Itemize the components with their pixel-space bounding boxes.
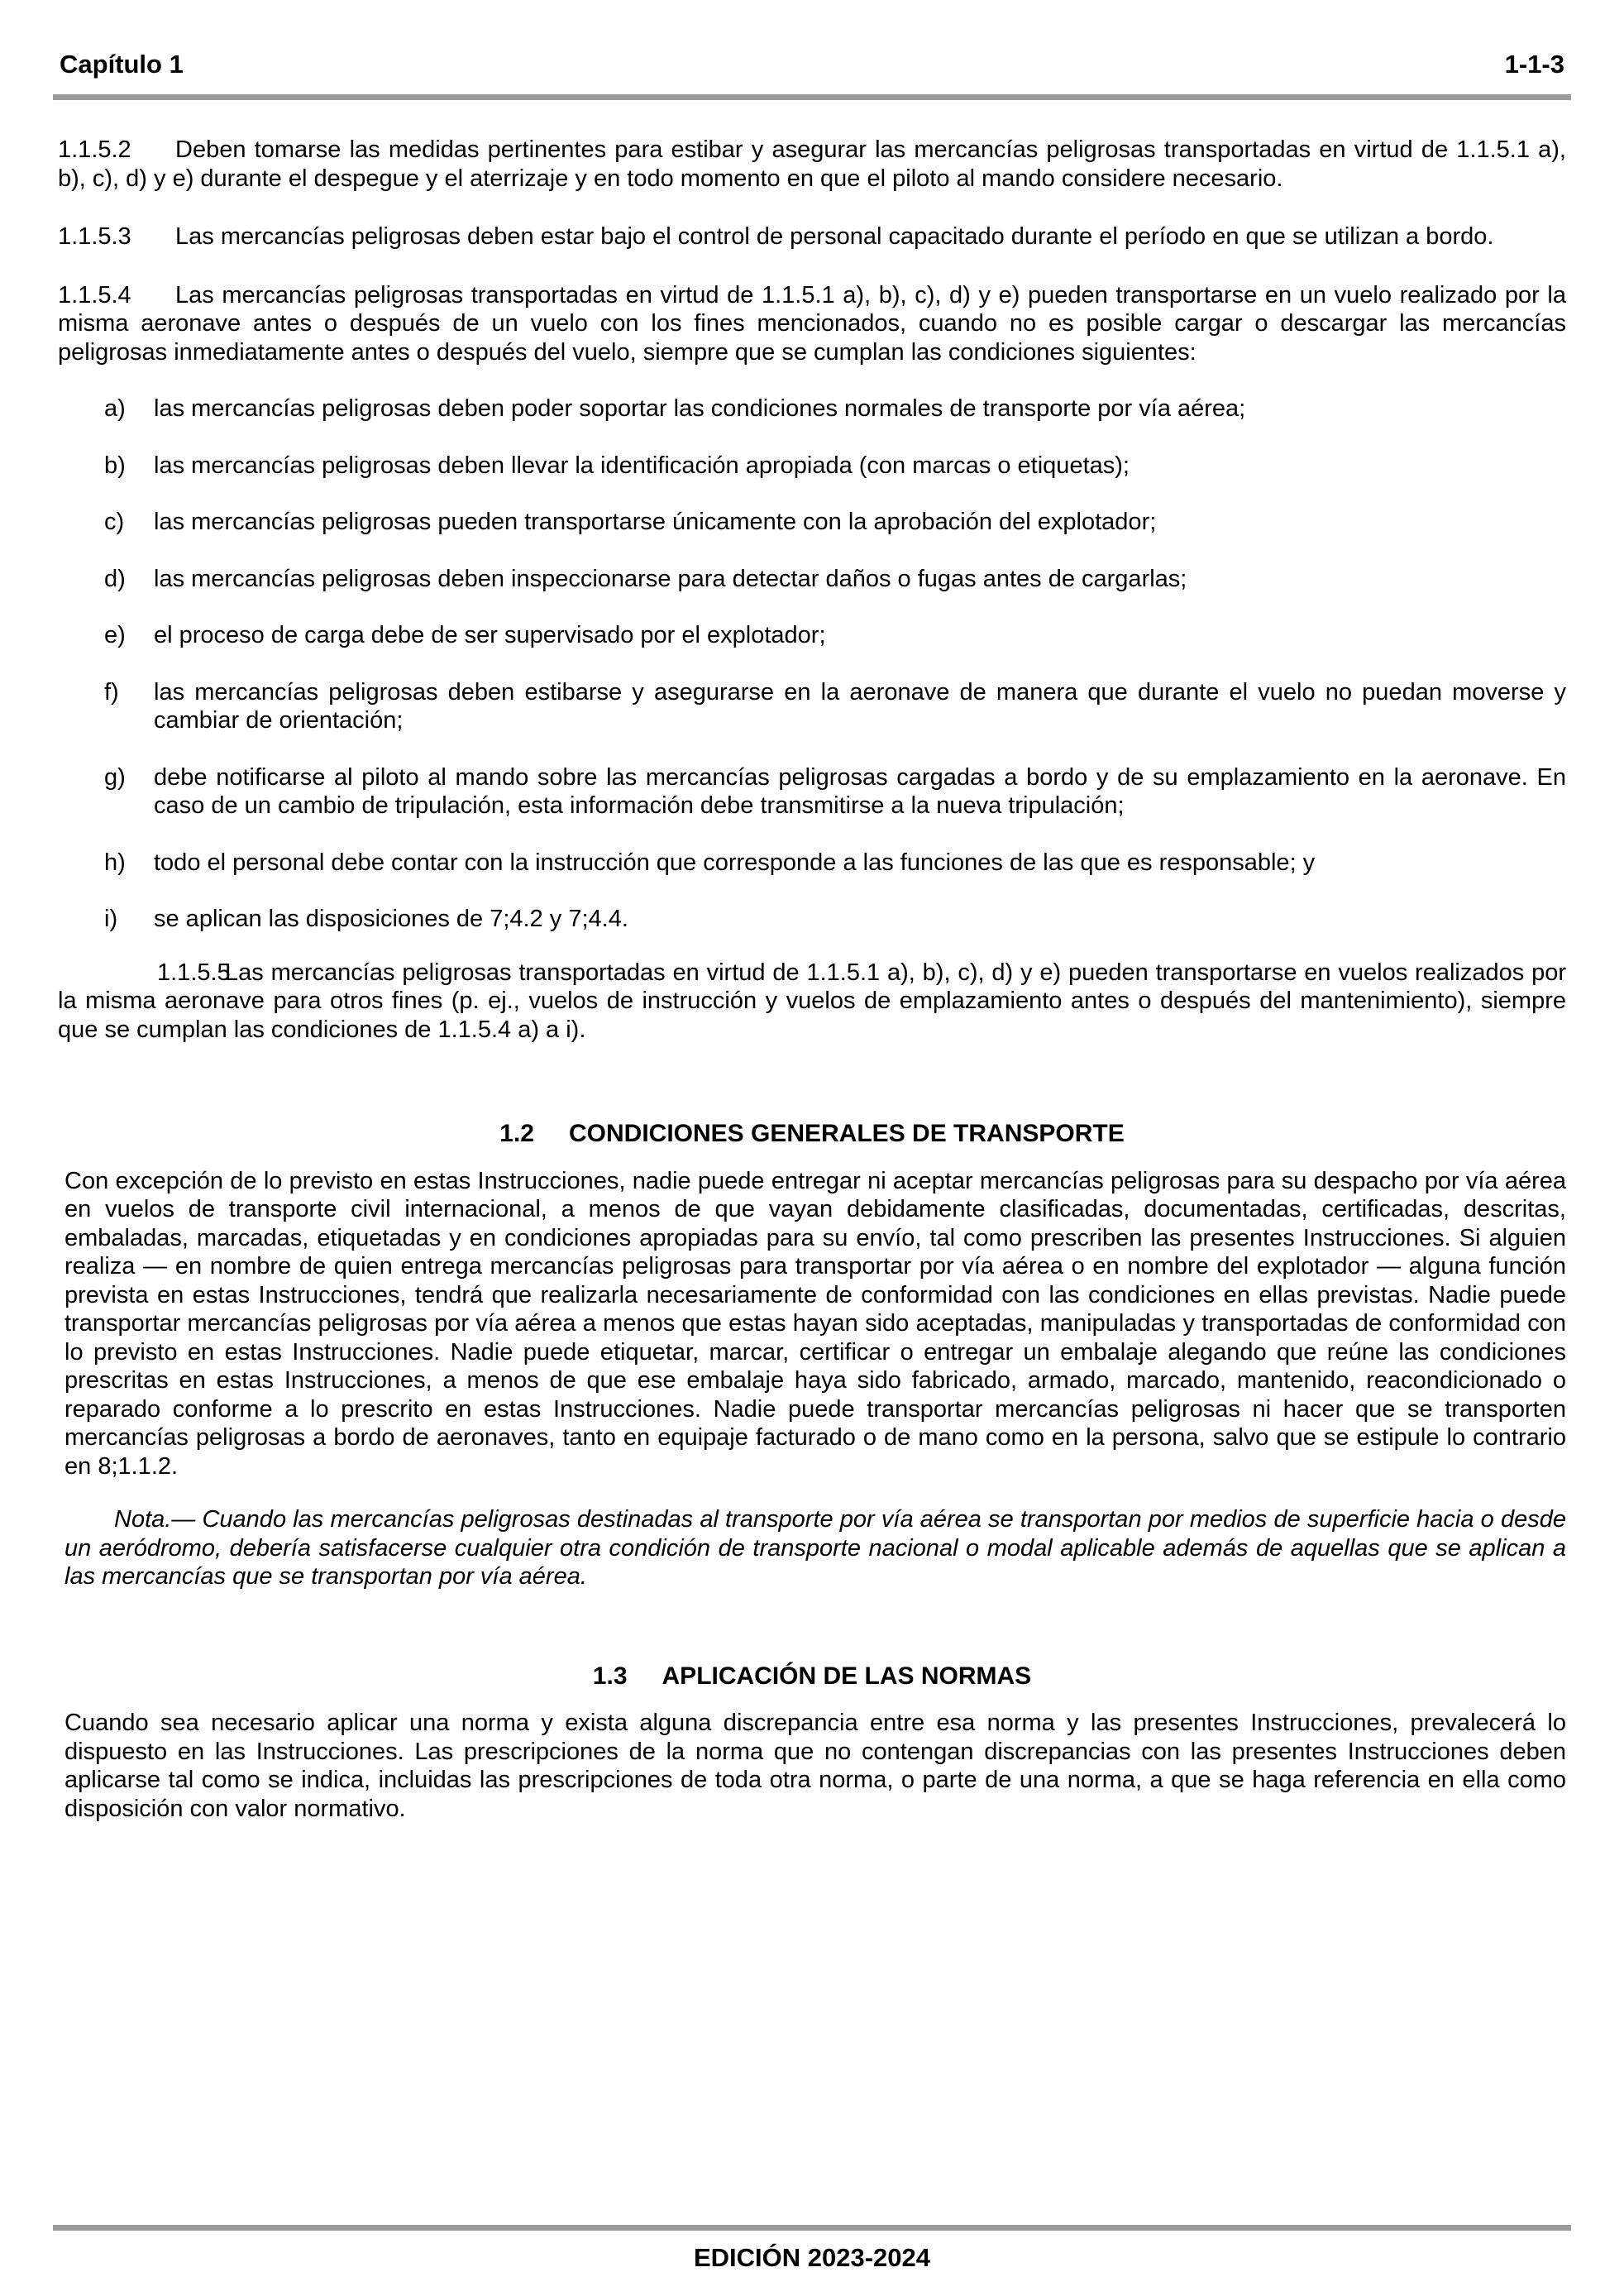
list-item-label: e) <box>104 622 126 648</box>
list-item-label: c) <box>104 509 125 535</box>
page-content <box>58 136 1566 1823</box>
list-item-text: se aplican las disposiciones de 7;4.2 y 7;4.4. <box>154 906 628 932</box>
list-item-text: las mercancías peligrosas deben estibarse y asegurarse en la aeronave de manera que durante el vuelo no puedan moverse y cambiar de orientación; <box>154 678 1566 734</box>
section-heading-1-3 <box>58 1662 1566 1691</box>
list-item <box>58 849 1566 878</box>
section-title: APLICACIÓN DE LAS NORMAS <box>662 1662 1032 1690</box>
header-rule <box>53 94 1571 100</box>
list-item-text: el proceso de carga debe de ser supervisado por el explotador; <box>154 622 826 648</box>
list-item-label: g) <box>104 763 126 791</box>
list-item-text: las mercancías peligrosas pueden transportarse únicamente con la aprobación del explotador; <box>154 509 1157 535</box>
section-1-3-body: Cuando sea necesario aplicar una norma y exista alguna discrepancia entre esa norma y las presentes Instrucciones, prevalecerá lo dispuesto en las Instrucciones. Las prescripciones de la norma que no contengan discrepancias con las presentes Instrucciones deben aplicarse tal como se indica, incluidas las prescripciones de toda otra norma, o parte de una norma, a que se haga referencia en ella como disposición con valor normativo. <box>64 1710 1566 1822</box>
section-heading-1-2 <box>58 1120 1566 1149</box>
list-item-label: h) <box>104 849 126 876</box>
list-item <box>58 763 1566 820</box>
list-item <box>58 565 1566 594</box>
list-item-label: a) <box>104 395 126 422</box>
list-item-label: f) <box>104 678 119 706</box>
page-number: 1-1-3 <box>1504 50 1564 79</box>
list-item-text: las mercancías peligrosas deben poder soportar las condiciones normales de transporte por vía aérea; <box>154 395 1246 422</box>
list-item-text: las mercancías peligrosas deben inspeccionarse para detectar daños o fugas antes de cargarlas; <box>154 565 1187 592</box>
section-number: 1.3 <box>592 1662 628 1690</box>
conditions-list <box>58 395 1566 934</box>
list-item-text: las mercancías peligrosas deben llevar la identificación apropiada (con marcas o etiquetas); <box>154 452 1130 479</box>
paragraph-number: 1.1.5.3 <box>58 223 131 250</box>
paragraph-number: 1.1.5.4 <box>58 281 131 309</box>
paragraph-number: 1.1.5.5 <box>157 959 231 986</box>
paragraph-1-1-5-5 <box>58 959 1566 1045</box>
paragraph-1-1-5-2 <box>58 136 1566 193</box>
section-title: CONDICIONES GENERALES DE TRANSPORTE <box>568 1120 1125 1147</box>
list-item-text: todo el personal debe contar con la instrucción que corresponde a las funciones de las que es responsable; y <box>154 849 1316 876</box>
section-1-2-note: Nota.— Cuando las mercancías peligrosas destinadas al transporte por vía aérea se transportan por medios de superficie hacia o desde un aeródromo, debería satisfacerse cualquier otra condición de transporte nacional o modal aplicable además de aquellas que se aplican a las mercancías que se transportan por vía aérea. <box>64 1506 1566 1590</box>
list-item-label: d) <box>104 565 126 592</box>
chapter-title: Capítulo 1 <box>60 50 184 79</box>
list-item-text: debe notificarse al piloto al mando sobre las mercancías peligrosas cargadas a bordo y de su emplazamiento en la aeronave. En caso de un cambio de tripulación, esta información debe transmitirse a la nueva tripulación; <box>154 763 1566 819</box>
page-header <box>58 50 1566 83</box>
list-item <box>58 508 1566 537</box>
list-item <box>58 905 1566 934</box>
paragraph-1-1-5-3 <box>58 222 1566 251</box>
list-item <box>58 621 1566 650</box>
section-1-2-body: Con excepción de lo previsto en estas Instrucciones, nadie puede entregar ni aceptar mercancías peligrosas para su despacho por vía aérea en vuelos de transporte civil internacional, a menos de que vayan debidamente clasificadas, documentadas, certificadas, descritas, embaladas, marcadas, etiquetadas y en condiciones apropiadas para su envío, tal como prescriben las presentes Instrucciones. Si alguien realiza — en nombre de quien entrega mercancías peligrosas para transportar por vía aérea o en nombre del explotador — alguna función prevista en estas Instrucciones, tendrá que realizarla necesariamente de conformidad con las condiciones en ellas previstas. Nadie puede transportar mercancías peligrosas por vía aérea a menos que estas hayan sido aceptadas, manipuladas y transportadas de conformidad con lo previsto en estas Instrucciones. Nadie puede etiquetar, marcar, certificar o entregar un embalaje alegando que reúne las condiciones prescritas en estas Instrucciones, a menos de que ese embalaje haya sido fabricado, armado, marcado, mantenido, reacondicionado o reparado conforme a lo prescrito en estas Instrucciones. Nadie puede transportar mercancías peligrosas ni hacer que se transporten mercancías peligrosas a bordo de aeronaves, tanto en equipaje facturado o de mano como en la persona, salvo que se estipule lo contrario en 8;1.1.2. <box>64 1167 1566 1480</box>
paragraph-text: Las mercancías peligrosas transportadas en virtud de 1.1.5.1 a), b), c), d) y e) pueden transportarse en vuelos realizados por la misma aeronave para otros fines (p. ej., vuelos de instrucción y vuelos de emplazamiento antes o después del mantenimiento), siempre que se cumplan las condiciones de 1.1.5.4 a) a i). <box>58 959 1566 1043</box>
section-number: 1.2 <box>499 1120 534 1147</box>
list-item-label: b) <box>104 452 126 479</box>
list-item <box>58 452 1566 481</box>
edition-footer: EDICIÓN 2023-2024 <box>693 2243 931 2272</box>
footer-rule <box>53 2225 1571 2231</box>
list-item-label: i) <box>104 906 118 932</box>
paragraph-number: 1.1.5.2 <box>58 136 131 163</box>
paragraph-text: Deben tomarse las medidas pertinentes para estibar y asegurar las mercancías peligrosas transportadas en virtud de 1.1.5.1 a), b), c), d) y e) durante el despegue y el aterrizaje y en todo momento en que el piloto al mando considere necesario. <box>58 136 1566 192</box>
list-item <box>58 395 1566 423</box>
paragraph-text: Las mercancías peligrosas deben estar bajo el control de personal capacitado durante el período en que se utilizan a bordo. <box>175 223 1494 250</box>
paragraph-1-1-5-4 <box>58 281 1566 367</box>
paragraph-text: Las mercancías peligrosas transportadas en virtud de 1.1.5.1 a), b), c), d) y e) pueden transportarse en un vuelo realizado por la misma aeronave antes o después de un vuelo con los fines mencionados, cuando no es posible cargar o descargar las mercancías peligrosas inmediatamente antes o después del vuelo, siempre que se cumplan las condiciones siguientes: <box>58 281 1566 366</box>
list-item <box>58 678 1566 735</box>
